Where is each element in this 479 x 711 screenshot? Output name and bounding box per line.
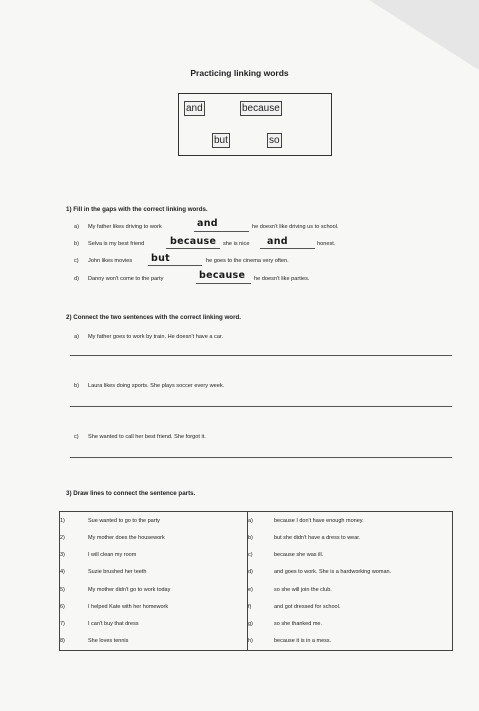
table-row xyxy=(60,616,453,633)
sentence-start: My mother didn't go to work today xyxy=(88,586,171,593)
row-letter: c) xyxy=(248,547,275,564)
section2-c-answer-line xyxy=(70,457,452,458)
word-bank-and: and xyxy=(186,103,203,114)
sentence-start: My mother does the housework xyxy=(88,534,165,541)
section1-d-label: d) xyxy=(74,276,79,282)
section1-a-blank xyxy=(194,231,249,232)
section1-b-blank-2 xyxy=(260,248,315,249)
section1-d-text-after: he doesn't like parties. xyxy=(254,276,310,282)
sentence-start: She loves tennis xyxy=(88,638,129,645)
sentence-end: so she thanked me. xyxy=(274,621,323,628)
section1-b-answer: because xyxy=(170,236,217,247)
row-letter: a) xyxy=(248,512,275,530)
word-bank-but: but xyxy=(214,135,228,146)
section2-a-answer-line xyxy=(70,355,452,356)
row-number: 7) xyxy=(60,621,65,628)
section2-heading: 2) Connect the two sentences with the correct linking word. xyxy=(66,314,241,321)
sentence-start: I helped Kate with her homework xyxy=(88,603,169,610)
section1-c-text-before: John likes movies xyxy=(88,258,133,264)
section1-c-answer: but xyxy=(151,253,171,264)
row-letter: g) xyxy=(248,616,275,633)
matching-table xyxy=(59,511,453,651)
table-row xyxy=(60,547,453,564)
sentence-end: because it is in a mess. xyxy=(274,638,332,645)
section1-b-text-before: Selva is my best friend xyxy=(88,241,145,247)
section1-b-label: b) xyxy=(74,241,79,247)
sentence-start: I can't buy that dress xyxy=(88,621,139,628)
section1-b-answer-2: and xyxy=(267,236,288,247)
sentence-end: so she will join the club. xyxy=(274,586,332,593)
section1-c-label: c) xyxy=(74,258,79,264)
sentence-end: because I don't have enough money. xyxy=(274,517,364,524)
word-bank-because: because xyxy=(242,103,280,114)
section1-b-text-middle: she is nice xyxy=(223,241,250,247)
section1-a-label: a) xyxy=(74,224,79,230)
page-corner-shadow xyxy=(369,0,479,70)
section2-c-text: She wanted to call her best friend. She forgot it. xyxy=(88,434,206,440)
section1-b-text-after: honest. xyxy=(317,241,336,247)
table-row xyxy=(60,564,453,581)
section1-c-blank xyxy=(148,265,202,266)
sentence-end: because she was ill. xyxy=(274,552,324,559)
row-number: 4) xyxy=(60,569,65,576)
section1-heading: 1) Fill in the gaps with the correct linking words. xyxy=(66,206,208,213)
section2-b-label: b) xyxy=(74,383,79,389)
row-number: 6) xyxy=(60,603,65,610)
row-number: 3) xyxy=(60,552,65,559)
section3-heading: 3) Draw lines to connect the sentence parts. xyxy=(66,490,196,497)
row-number: 2) xyxy=(60,534,65,541)
section2-a-label: a) xyxy=(74,334,79,340)
section2-a-text: My father goes to work by train. He doesn't have a car. xyxy=(88,334,224,340)
sentence-start: Suzie brushed her teeth xyxy=(88,569,147,576)
sentence-start: I will clean my room xyxy=(88,552,137,559)
table-row xyxy=(60,598,453,615)
row-number: 5) xyxy=(60,586,65,593)
row-letter: h) xyxy=(248,633,275,651)
row-letter: b) xyxy=(248,529,275,546)
sentence-start: Sue wanted to go to the party xyxy=(88,517,160,524)
section1-a-text-after: he doesn't like driving us to school. xyxy=(252,224,339,230)
worksheet-title: Practicing linking words xyxy=(190,68,289,78)
sentence-end: and got dressed for school. xyxy=(274,603,341,610)
word-bank-so: so xyxy=(269,135,280,146)
section1-a-answer: and xyxy=(197,218,218,229)
section1-a-text-before: My father likes driving to work xyxy=(88,224,162,230)
word-bank-box xyxy=(178,93,332,156)
table-row xyxy=(60,512,453,530)
row-number: 8) xyxy=(60,638,65,645)
row-letter: f) xyxy=(248,598,275,615)
sentence-end: but she didn't have a dress to wear. xyxy=(274,534,361,541)
table-row xyxy=(60,581,453,598)
section1-b-blank-1 xyxy=(166,248,220,249)
section2-c-label: c) xyxy=(74,434,79,440)
section1-d-text-before: Danny won't come to the party xyxy=(88,276,164,282)
section1-c-text-after: he goes to the cinema very often. xyxy=(206,258,289,264)
section1-d-answer: because xyxy=(199,270,246,281)
row-letter: e) xyxy=(248,581,275,598)
section2-b-text: Laura likes doing sports. She plays soccer every week. xyxy=(88,383,225,389)
section1-d-blank xyxy=(196,283,251,284)
row-letter: d) xyxy=(248,564,275,581)
section2-b-answer-line xyxy=(70,406,452,407)
table-row xyxy=(60,529,453,546)
table-row xyxy=(60,633,453,651)
sentence-end: and goes to work. She is a hardworking woman. xyxy=(274,569,392,576)
row-number: 1) xyxy=(60,517,65,524)
